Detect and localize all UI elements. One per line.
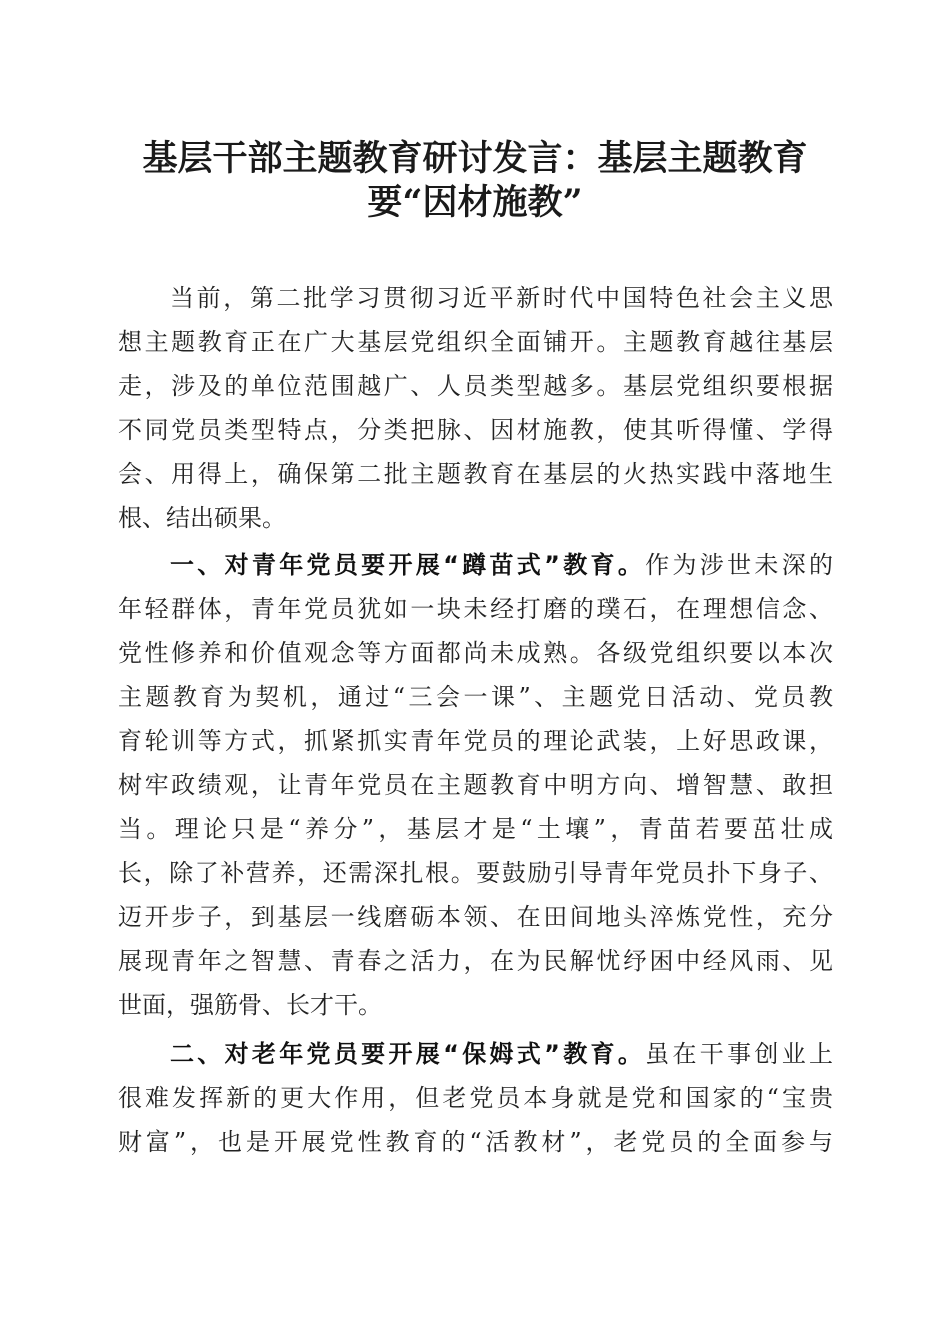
paragraph-2-first-line-rest: 作为涉世未深的 [645,551,834,579]
paragraph-2-first-line [170,543,833,587]
paragraph-3-line: 很难发挥新的更大作用，但老党员本身就是党和国家的“宝贵 [118,1084,833,1112]
paragraph-2-line: 长，除了补营养，还需深扎根。要鼓励引导青年党员扑下身子、 [118,859,833,887]
paragraph-2-line: 年轻群体，青年党员犹如一块未经打磨的璞石，在理想信念、 [118,595,833,623]
paragraph-1-line: 当前，第二批学习贯彻习近平新时代中国特色社会主义思 [170,284,833,312]
document-title-line-2: 要“因材施教” [367,182,583,223]
paragraph-3-first-line [170,1032,833,1076]
document-title-line-1: 基层干部主题教育研讨发言：基层主题教育 [142,138,808,179]
paragraph-3-first-line-rest: 虽在干事创业上 [645,1040,834,1068]
paragraph-2-line: 育轮训等方式，抓紧抓实青年党员的理论武装，上好思政课， [118,727,833,755]
paragraph-2-line: 世面，强筋骨、长才干。 [118,991,382,1019]
paragraph-2-line: 当。理论只是“养分”，基层才是“土壤”，青苗若要茁壮成 [118,815,833,843]
paragraph-1-line: 走，涉及的单位范围越广、人员类型越多。基层党组织要根据 [118,372,833,400]
paragraph-2-line: 党性修养和价值观念等方面都尚未成熟。各级党组织要以本次 [118,639,833,667]
paragraph-1-line: 会、用得上，确保第二批主题教育在基层的火热实践中落地生 [118,460,833,488]
paragraph-2-line: 树牢政绩观，让青年党员在主题教育中明方向、增智慧、敢担 [118,771,833,799]
section-2-heading: 二、对老年党员要开展“保姆式”教育。 [170,1040,646,1068]
paragraph-2-line: 主题教育为契机，通过“三会一课”、主题党日活动、党员教 [118,683,833,711]
paragraph-1-line: 不同党员类型特点，分类把脉、因材施教，使其听得懂、学得 [118,416,833,444]
paragraph-1-line: 想主题教育正在广大基层党组织全面铺开。主题教育越往基层 [118,328,833,356]
paragraph-1-line: 根、结出硕果。 [118,504,286,532]
paragraph-3-line: 财富”，也是开展党性教育的“活教材”，老党员的全面参与 [118,1128,833,1156]
section-1-heading: 一、对青年党员要开展“蹲苗式”教育。 [170,551,646,579]
paragraph-2-line: 迈开步子，到基层一线磨砺本领、在田间地头淬炼党性，充分 [118,903,833,931]
paragraph-2-line: 展现青年之智慧、青春之活力，在为民解忧纾困中经风雨、见 [118,947,833,975]
